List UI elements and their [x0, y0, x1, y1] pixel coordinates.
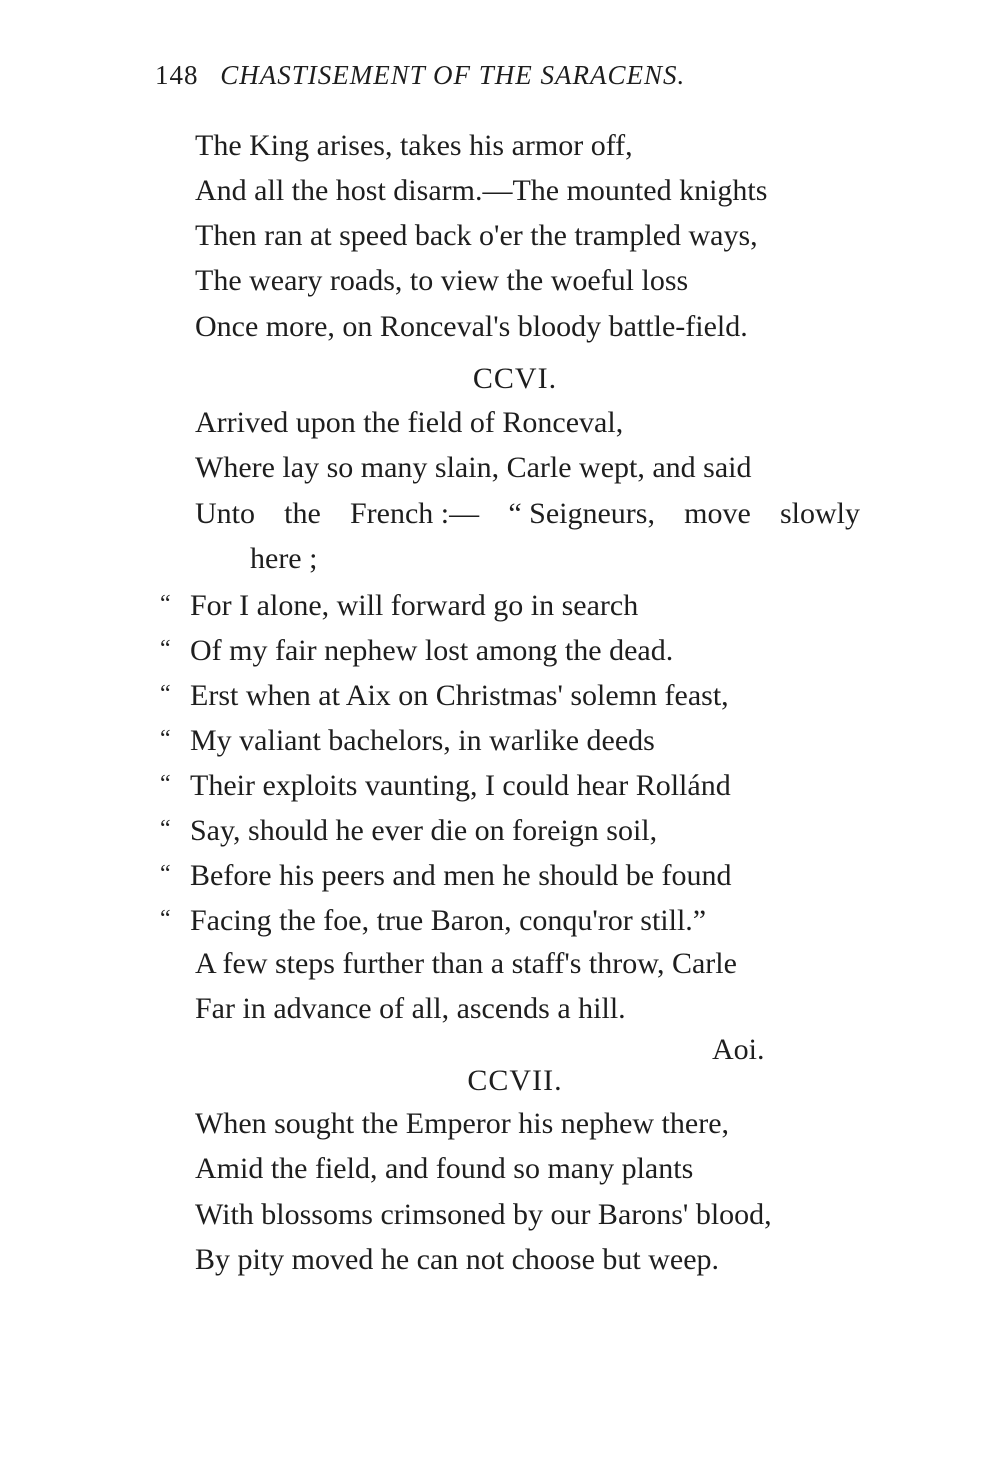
verse-line-continuation: here ; — [250, 542, 318, 575]
open-quote-mark: “ — [160, 636, 171, 662]
quoted-verse-text: Erst when at Aix on Christmas' solemn feast, — [190, 679, 729, 712]
quoted-verse-text: Their exploits vaunting, I could hear Rollánd — [190, 769, 731, 802]
verse-word: move — [684, 497, 751, 530]
quoted-verse-line — [160, 766, 731, 804]
verse-line: With blossoms crimsoned by our Barons' blood, — [195, 1198, 772, 1231]
verse-line: Amid the field, and found so many plants — [195, 1152, 694, 1185]
verse-line: Then ran at speed back o'er the trampled ways, — [195, 219, 758, 252]
running-title: CHASTISEMENT OF THE SARACENS. — [220, 60, 686, 90]
quoted-verse-line — [160, 676, 729, 714]
verse-line: Once more, on Ronceval's bloody battle-field. — [195, 310, 748, 343]
verse-line: Arrived upon the field of Ronceval, — [195, 406, 624, 439]
open-quote-mark: “ — [160, 591, 171, 617]
canto-heading-ccvii: CCVII. — [467, 1064, 563, 1097]
quoted-verse-line — [160, 901, 706, 939]
verse-word: “ Seigneurs, — [508, 497, 655, 530]
quoted-verse-text: My valiant bachelors, in warlike deeds — [190, 724, 655, 757]
verse-line: When sought the Emperor his nephew there, — [195, 1107, 730, 1140]
quoted-verse-text: For I alone, will forward go in search — [190, 589, 639, 622]
page-number: 148 — [155, 60, 199, 90]
verse-line: The weary roads, to view the woeful loss — [195, 264, 689, 297]
quoted-verse-text: Facing the foe, true Baron, conqu'ror still.” — [190, 904, 707, 937]
quoted-verse-line — [160, 586, 638, 624]
verse-line-justified — [195, 496, 860, 532]
quoted-verse-text: Say, should he ever die on foreign soil, — [190, 814, 658, 847]
verse-line: Far in advance of all, ascends a hill. — [195, 992, 626, 1025]
quoted-verse-line — [160, 721, 655, 759]
canto-heading-ccvi: CCVI. — [472, 362, 558, 395]
quoted-verse-line — [160, 631, 673, 669]
open-quote-mark: “ — [160, 906, 171, 932]
open-quote-mark: “ — [160, 861, 171, 887]
open-quote-mark: “ — [160, 726, 171, 752]
verse-word: the — [284, 497, 321, 530]
quoted-verse-line — [160, 856, 732, 894]
verse-line: By pity moved he can not choose but weep. — [195, 1243, 720, 1276]
verse-word: French :— — [350, 497, 480, 530]
quoted-verse-text: Before his peers and men he should be found — [190, 859, 732, 892]
refrain-aoi: Aoi. — [712, 1033, 765, 1066]
quoted-verse-line — [160, 811, 657, 849]
open-quote-mark: “ — [160, 771, 171, 797]
quoted-verse-text: Of my fair nephew lost among the dead. — [190, 634, 674, 667]
verse-line: A few steps further than a staff's throw, Carle — [195, 947, 737, 980]
open-quote-mark: “ — [160, 681, 171, 707]
verse-line: The King arises, takes his armor off, — [195, 129, 633, 162]
verse-word: slowly — [779, 497, 860, 530]
verse-line: Where lay so many slain, Carle wept, and said — [195, 451, 752, 484]
verse-line: And all the host disarm.—The mounted knights — [195, 174, 768, 207]
page-header — [155, 60, 685, 91]
verse-word: Unto — [195, 497, 255, 530]
open-quote-mark: “ — [160, 816, 171, 842]
